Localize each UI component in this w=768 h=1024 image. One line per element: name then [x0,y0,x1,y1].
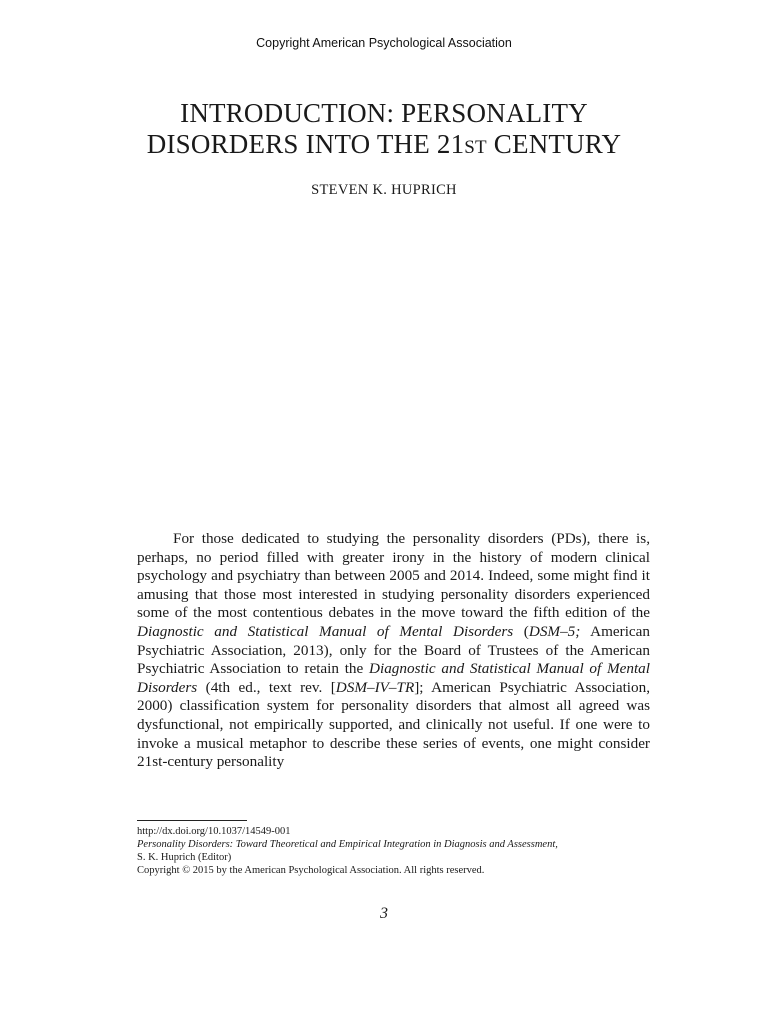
body-italic-abbrev: DSM–IV–TR [335,678,415,696]
chapter-author: STEVEN K. HUPRICH [311,182,457,198]
footnotes [137,825,657,877]
chapter-title [100,98,668,160]
footnote-copyright: Copyright © 2015 by the American Psychological Association. All rights reserved. [137,865,485,876]
body-text-segment: (4th ed., text rev. [ [197,678,336,696]
chapter-title-line-2-end: CENTURY [486,129,622,159]
body-paragraph [137,530,650,772]
body-text-segment: ]; American Psychiatric Association, 2000) classification system for personality disorders that almost all agreed was dysfunctional, not empirically supported, and clinically not useful. If one were to invoke a musical metaphor to describe these series of events, one might consider 21st-century personality [137,678,650,771]
body-text-segment: ( [513,622,529,640]
body-italic-title: Diagnostic and Statistical Manual of Mental Disorders [137,622,514,640]
chapter-title-line-1: INTRODUCTION: PERSONALITY [180,98,588,128]
chapter-title-line-2-start: DISORDERS INTO THE 21 [146,129,465,159]
body-italic-title: Diagnostic and Statistical Manual of Mental Disorders [137,660,650,696]
footnote-editor: S. K. Huprich (Editor) [137,852,232,863]
chapter-title-ordinal-suffix: st [464,129,487,159]
body-text-segment: For those dedicated to studying the personality disorders (PDs), there is, perhaps, no period filled with greater irony in the history of modern clinical psychology and psychiatry than between 2005 and 2014. Indeed, some might find it amusing that those most interested in studying personality disorders experienced some of the most contentious debates in the move toward the fifth edition of the [137,530,650,622]
copyright-header: Copyright American Psychological Association [256,36,512,50]
footnote-doi-link[interactable]: http://dx.doi.org/10.1037/14549-001 [137,826,291,837]
body-italic-abbrev: DSM–5; [528,622,581,640]
body-text-segment: American Psychiatric Association, 2013), only for the Board of Trustees of the American Psychiatric Association to retain the [137,622,650,678]
page-number: 3 [380,905,388,922]
footnote-book-title: Personality Disorders: Toward Theoretical and Empirical Integration in Diagnosis and Assessment, [137,839,558,850]
footnote-divider [137,820,247,821]
